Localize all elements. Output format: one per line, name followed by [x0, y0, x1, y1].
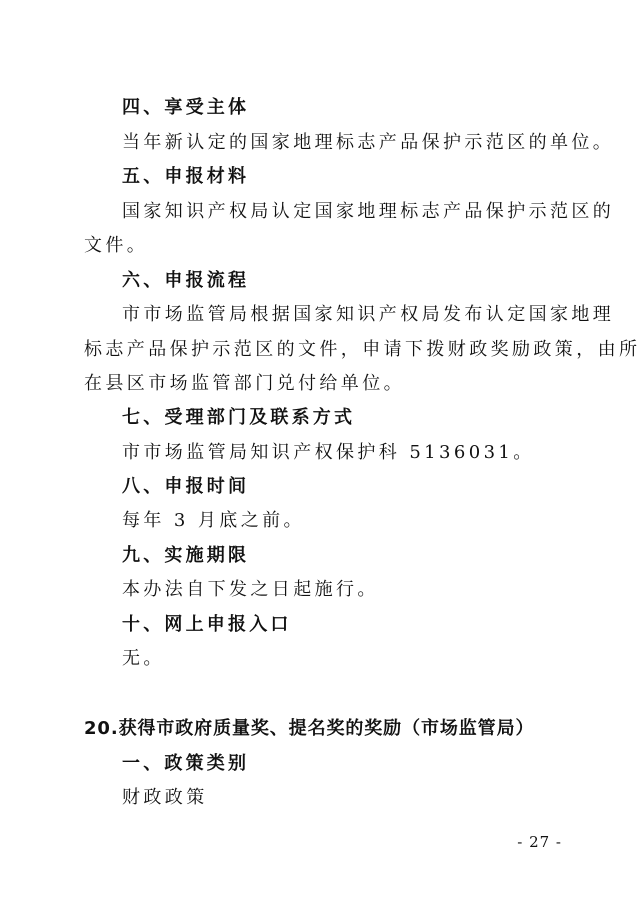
policy-body-1: 财政政策: [122, 787, 208, 808]
section-body-6-line-2: 标志产品保护示范区的文件，申请下拨财政奖励政策，由所: [84, 339, 641, 360]
section-body-5-line-2: 文件。: [84, 235, 149, 256]
policy-heading-1: 一、政策类别: [122, 753, 250, 774]
section-body-10: 无。: [122, 648, 165, 669]
section-heading-7: 七、受理部门及联系方式: [122, 407, 356, 428]
section-body-4: 当年新认定的国家地理标志产品保护示范区的单位。: [122, 132, 615, 153]
section-body-7: 市市场监管局知识产权保护科 5136031。: [122, 442, 535, 463]
section-heading-5: 五、申报材料: [122, 166, 250, 187]
page-number: - 27 -: [517, 833, 562, 851]
section-heading-6: 六、申报流程: [122, 270, 250, 291]
section-body-6-line-1: 市市场监管局根据国家知识产权局发布认定国家地理: [122, 304, 615, 325]
section-body-9: 本办法自下发之日起施行。: [122, 579, 379, 600]
section-heading-10: 十、网上申报入口: [122, 614, 292, 635]
section-heading-9: 九、实施期限: [122, 545, 250, 566]
section-body-6-line-3: 在县区市场监管部门兑付给单位。: [84, 373, 405, 394]
section-body-5-line-1: 国家知识产权局认定国家地理标志产品保护示范区的: [122, 201, 615, 222]
section-heading-4: 四、享受主体: [122, 97, 250, 118]
policy-title: 20.获得市政府质量奖、提名奖的奖励（市场监管局）: [84, 718, 535, 739]
section-heading-8: 八、申报时间: [122, 476, 250, 497]
section-body-8: 每年 3 月底之前。: [122, 510, 305, 531]
